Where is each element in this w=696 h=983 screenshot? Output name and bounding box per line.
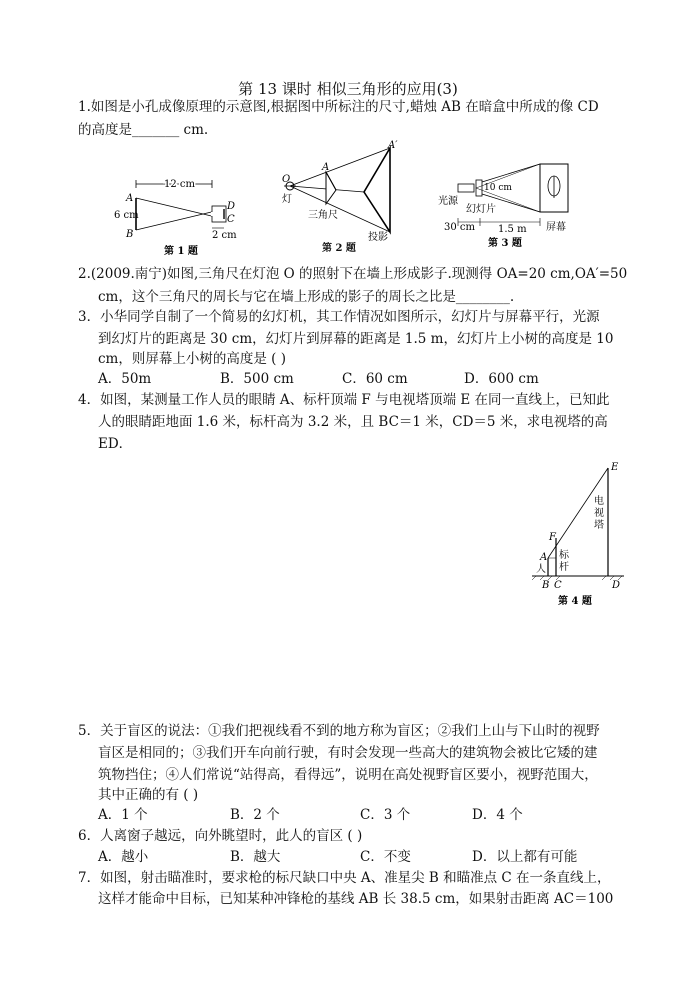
fig4-tower-label-1: 电 — [594, 496, 604, 507]
fig3-caption: 第 3 题 — [488, 238, 522, 249]
q5-line-4: 其中正确的有 ( ) — [98, 787, 199, 803]
fig4-person-label: 人 — [536, 564, 546, 575]
q5-option-c: C．3 个 — [360, 807, 411, 823]
q7-line-2: 这样才能命中目标，已知某种冲锋枪的基线 AB 长 38.5 cm，如果射击距离 AC＝100 — [98, 891, 614, 907]
q6-option-a: A．越小 — [98, 849, 149, 865]
q6-option-d: D．以上都有可能 — [472, 849, 578, 865]
q3-line-3: cm，则屏幕上小树的高度是 ( ) — [98, 351, 286, 367]
fig1-label-c: C — [227, 214, 235, 225]
fig4-label-c: C — [554, 580, 562, 591]
fig2-label-a-prime: A′ — [388, 140, 398, 151]
fig3-screen-label: 屏幕 — [546, 222, 566, 233]
q5-option-d: D．4 个 — [472, 807, 523, 823]
q3-line-1: 3．小华同学自制了一个简易的幻灯机，其工作情况如图所示，幻灯片与屏幕平行，光源 — [78, 309, 600, 325]
fig1-2cm-label: 2 cm — [212, 230, 237, 241]
q3-option-a: A．50m — [98, 371, 152, 387]
q1-line-1: 1.如图是小孔成像原理的示意图,根据图中所标注的尺寸,蜡烛 AB 在暗盒中所成的像 CD — [78, 99, 599, 115]
fig3-10cm-label: 10 cm — [484, 183, 512, 193]
q6-line-1: 6．人离窗子越远，向外眺望时，此人的盲区 ( ) — [78, 828, 363, 844]
q5-line-1: 5．关于盲区的说法：①我们把视线看不到的地方称为盲区；②我们上山与下山时的视野 — [78, 723, 600, 739]
q2-line-2: cm，这个三角尺的周长与它在墙上形成的影子的周长之比是________. — [98, 289, 515, 305]
q3-option-d: D．600 cm — [464, 371, 539, 387]
q4-line-2: 人的眼睛距地面 1.6 米，标杆高为 3.2 米，且 BC＝1 米，CD＝5 米，求电视塔的高 — [98, 414, 608, 430]
fig4-label-a: A — [540, 552, 548, 563]
q3-line-2: 到幻灯片的距离是 30 cm，幻灯片到屏幕的距离是 1.5 m，幻灯片上小树的高度是 10 — [98, 331, 614, 347]
fig4-label-d: D — [612, 580, 621, 591]
q5-line-2: 盲区是相同的；③我们开车向前行驶，有时会发现一些高大的建筑物会被比它矮的建 — [98, 745, 598, 761]
q3-option-b: B．500 cm — [220, 371, 294, 387]
fig3-1-5m-label: 1.5 m — [498, 224, 527, 235]
q2-line-1: 2.(2009.南宁)如图,三角尺在灯泡 O 的照射下在墙上形成影子.现测得 OA=20 cm,OA′=50 — [78, 266, 628, 282]
q7-line-1: 7．如图，射击瞄准时，要求枪的标尺缺口中央 A、准星尖 B 和瞄准点 C 在一条直线上， — [78, 870, 611, 886]
fig4-pole-label-2: 杆 — [559, 562, 569, 573]
page-title: 第 13 课时 相似三角形的应用(3) — [238, 80, 458, 98]
fig2-shadow-label: 投影 — [368, 232, 388, 243]
fig1-height-label: 6 cm — [114, 210, 139, 221]
figure-2 — [278, 140, 408, 246]
fig4-tower-label-2: 视 — [594, 508, 604, 519]
fig1-label-b: B — [126, 229, 134, 240]
q4-line-3: ED． — [98, 436, 133, 452]
q3-option-c: C．60 cm — [342, 371, 408, 387]
fig4-caption: 第 4 题 — [558, 596, 592, 607]
q5-option-b: B．2 个 — [230, 807, 280, 823]
fig4-tower-label-3: 塔 — [594, 520, 604, 531]
fig2-triangle-label: 三角尺 — [308, 210, 338, 221]
q6-option-c: C．不变 — [360, 849, 411, 865]
q5-option-a: A．1 个 — [98, 807, 148, 823]
fig2-caption: 第 2 题 — [322, 243, 356, 254]
fig1-caption: 第 1 题 — [164, 246, 198, 257]
fig4-pole-label-1: 标 — [559, 550, 569, 561]
fig3-slide-label: 幻灯片 — [466, 204, 496, 215]
fig1-label-d: D — [227, 201, 236, 212]
figure-4 — [528, 458, 638, 608]
q6-option-b: B．越大 — [230, 849, 281, 865]
fig4-label-e: E — [611, 462, 619, 473]
fig4-label-b: B — [542, 580, 550, 591]
fig4-label-f: F — [549, 532, 556, 543]
fig1-length-label: 12 cm — [164, 179, 195, 190]
fig2-label-a: A — [322, 162, 330, 173]
q5-line-3: 筑物挡住；④人们常说“站得高，看得远”，说明在高处视野盲区要小，视野范围大， — [98, 767, 598, 783]
fig2-label-o: O — [282, 174, 291, 185]
fig2-lamp-label: 灯 — [282, 194, 292, 205]
q4-line-1: 4．如图，某测量工作人员的眼睛 A、标杆顶端 F 与电视塔顶端 E 在同一直线上，已知此 — [78, 392, 610, 408]
figure-3 — [436, 158, 586, 250]
fig3-30cm-label: 30 cm — [444, 222, 475, 233]
fig3-source-label: 光源 — [438, 196, 458, 207]
q1-line-2: 的高度是_______ cm. — [78, 122, 209, 138]
fig1-label-a: A — [126, 193, 134, 204]
figure-1 — [106, 168, 256, 260]
